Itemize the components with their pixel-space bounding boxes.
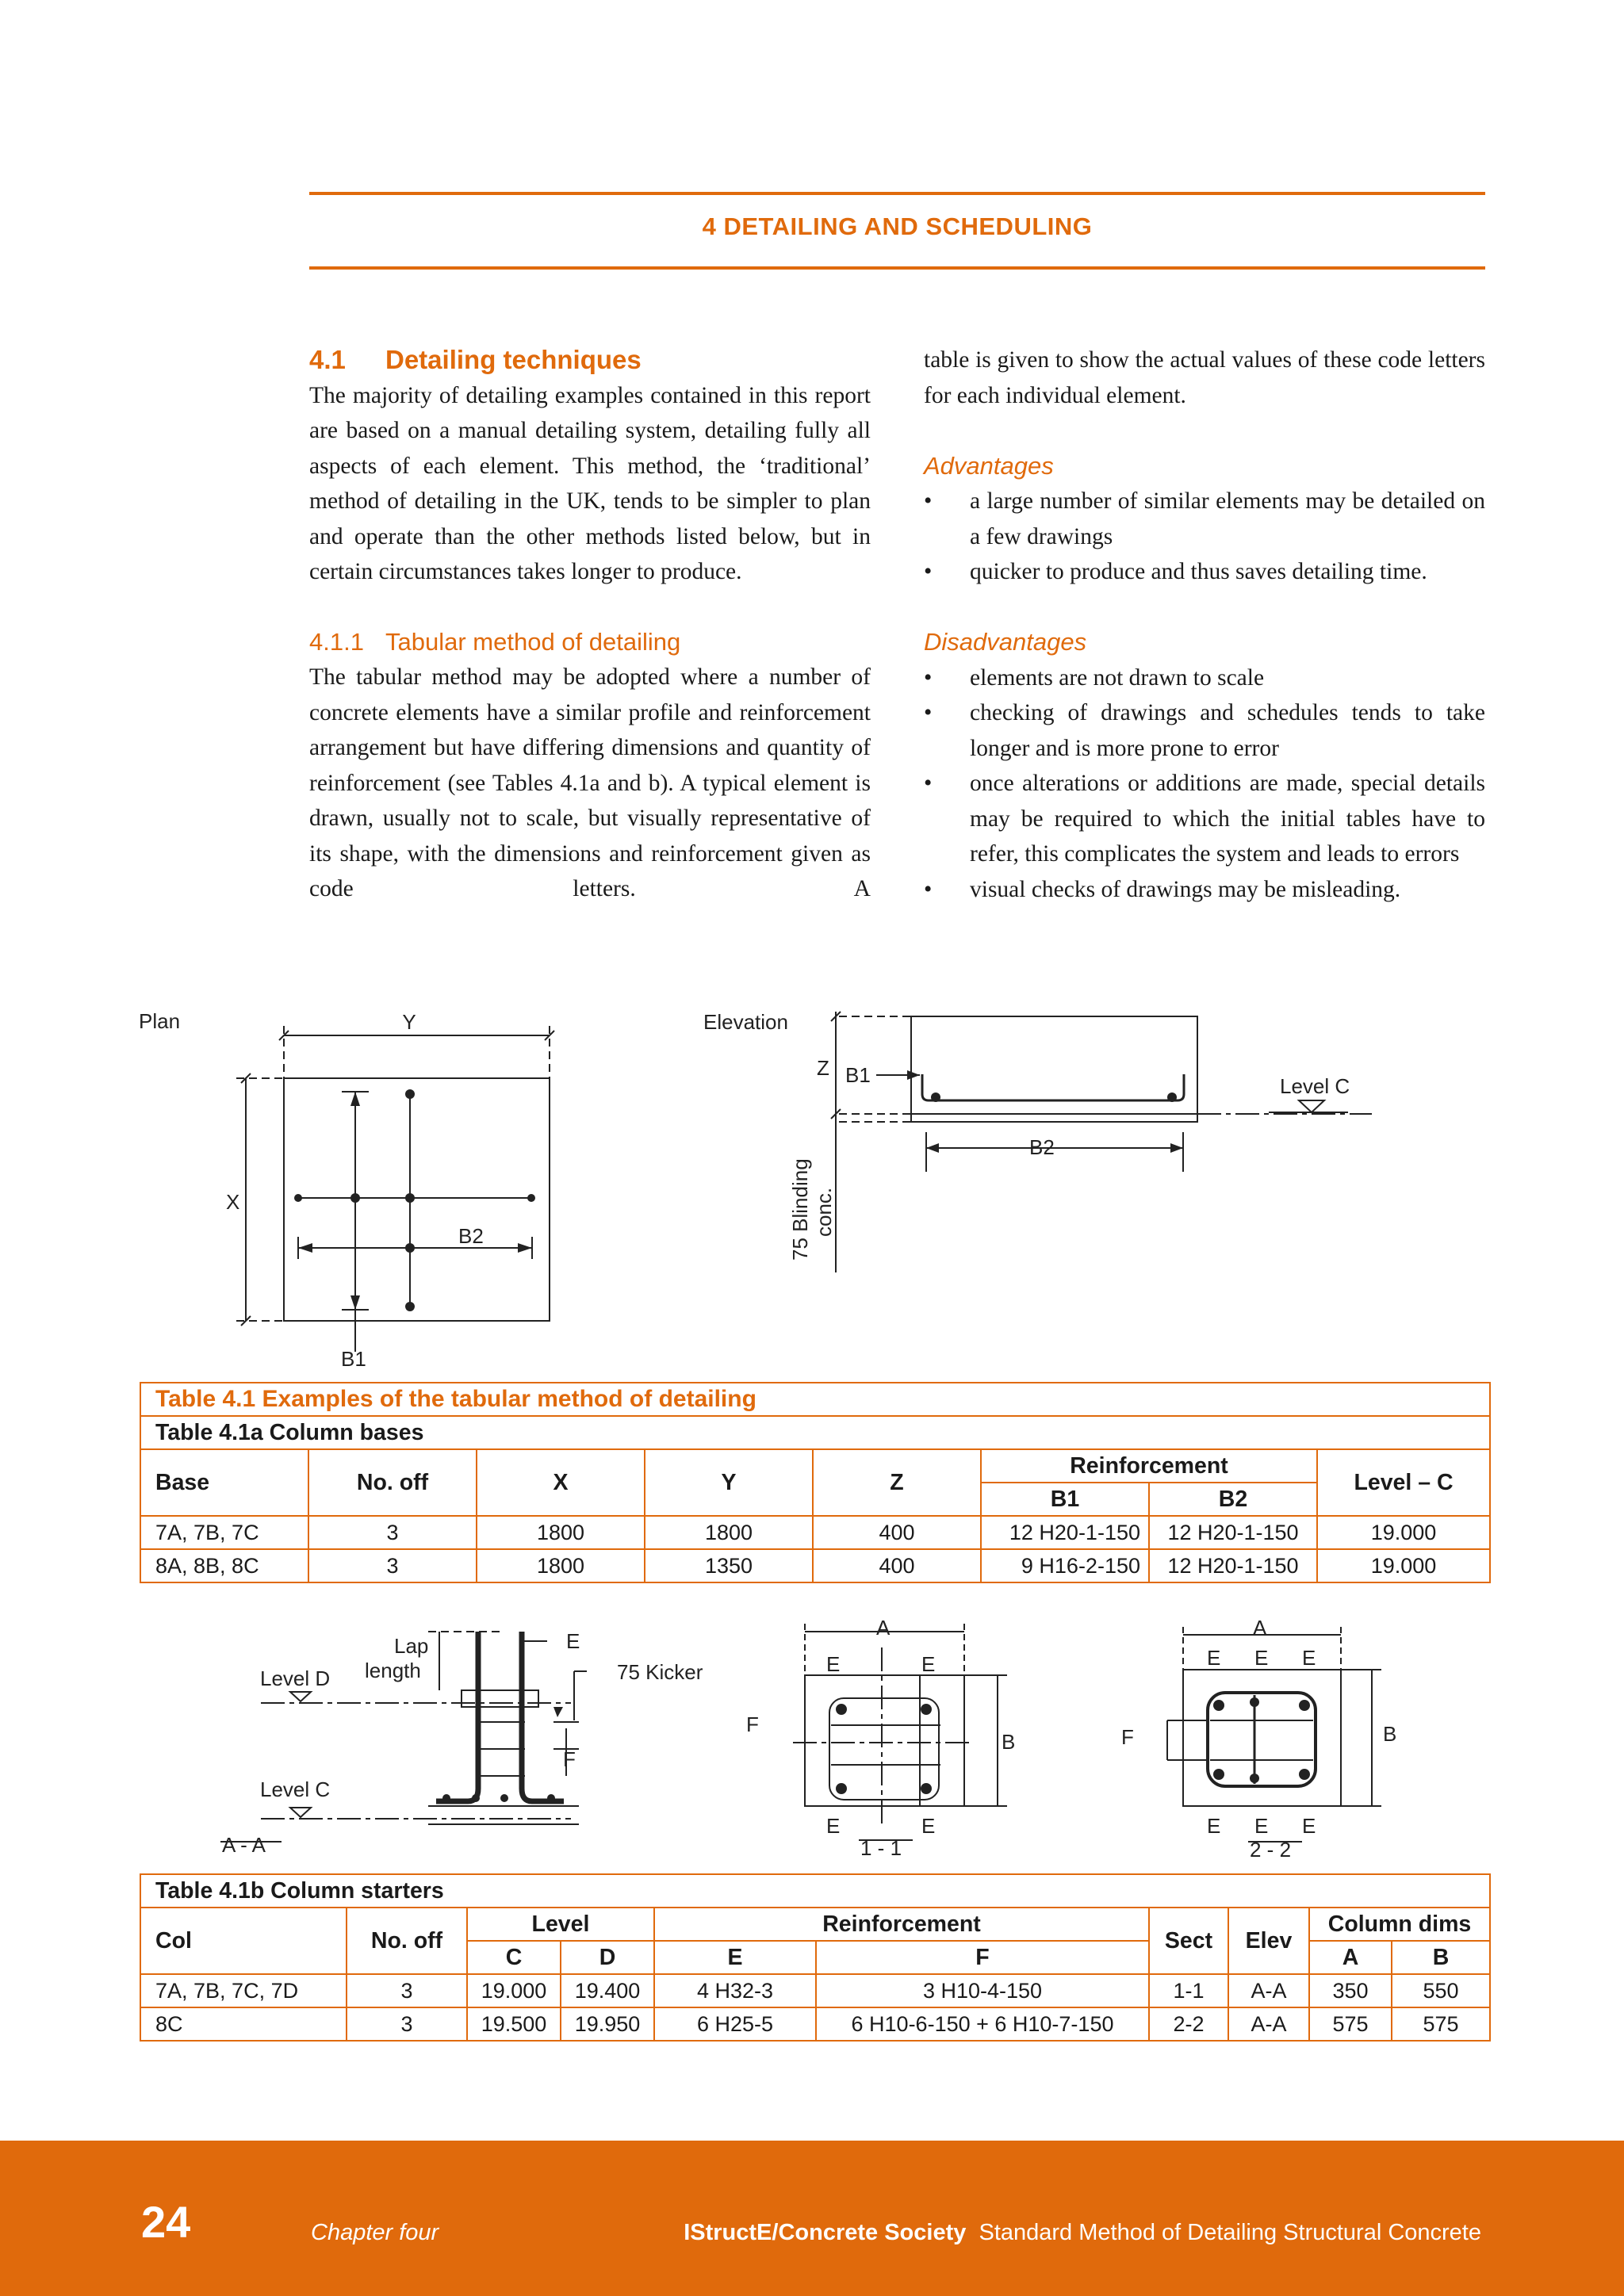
advantages-heading: Advantages xyxy=(924,451,1054,480)
dim-e: E xyxy=(826,1814,841,1838)
cell-level: 19.000 xyxy=(1317,1516,1490,1549)
dim-b: B xyxy=(1383,1722,1397,1746)
tabular-paragraph: The tabular method may be adopted where a number of concrete elements have a similar profile and reinforcement arrangement but have differing dimensions and quantity of reinforcement (see Tables 4.1a and b). A typical element is drawn, usually not to scale, but visually representative of its shape, with the dimensions and reinforcement given as code letters. A xyxy=(309,664,871,901)
cell-y: 1800 xyxy=(645,1516,813,1549)
dim-b1: B1 xyxy=(341,1347,366,1371)
header-no-off: No. off xyxy=(347,1908,467,1974)
elevation-outline xyxy=(911,1016,1197,1122)
table-row xyxy=(140,2007,1490,2041)
cell-b: 575 xyxy=(1392,2007,1490,2041)
section-heading xyxy=(309,342,871,378)
starter-detail-figure xyxy=(0,1609,1624,1867)
level-d-label: Level D xyxy=(260,1667,331,1690)
header-base: Base xyxy=(140,1449,308,1516)
footer-publication xyxy=(684,2220,1481,2246)
header-rule-top xyxy=(309,192,1485,195)
header-column-dims: Column dims xyxy=(1309,1908,1490,1941)
plan-outline xyxy=(284,1078,550,1321)
cell-no-off: 3 xyxy=(308,1516,477,1549)
elev-b1: B1 xyxy=(845,1063,871,1087)
dim-e: E xyxy=(826,1652,841,1676)
header-f: F xyxy=(816,1941,1149,1974)
plan-label: Plan xyxy=(139,1009,181,1033)
cell-sect: 1-1 xyxy=(1149,1974,1228,2007)
cell-elev: A-A xyxy=(1228,1974,1309,2007)
header-b1: B1 xyxy=(981,1483,1149,1516)
base-detail-figure xyxy=(0,983,1624,1372)
cell-level: 19.000 xyxy=(1317,1549,1490,1582)
tabular-paragraph-continued: table is given to show the actual values of these code letters for each individual element. xyxy=(924,347,1485,408)
table-subtitle: Table 4.1a Column bases xyxy=(140,1416,1490,1449)
section-aa-label: A - A xyxy=(222,1833,266,1857)
header-b2: B2 xyxy=(1149,1483,1317,1516)
cell-no-off: 3 xyxy=(347,2007,467,2041)
dim-e: E xyxy=(1302,1814,1316,1838)
header-sect: Sect xyxy=(1149,1908,1228,1974)
table-column-starters xyxy=(140,1873,1491,2042)
section-11-label: 1 - 1 xyxy=(860,1836,902,1860)
footer-book-title: Standard Method of Detailing Structural Concrete xyxy=(979,2220,1481,2245)
cell-b2: 12 H20-1-150 xyxy=(1149,1549,1317,1582)
cell-f: 6 H10-6-150 + 6 H10-7-150 xyxy=(816,2007,1149,2041)
header-reinforcement: Reinforcement xyxy=(981,1449,1317,1483)
advantages-list xyxy=(924,484,1485,590)
dim-e: E xyxy=(1254,1814,1269,1838)
section-22-label: 2 - 2 xyxy=(1250,1838,1292,1862)
subsection-heading xyxy=(309,625,871,660)
cell-no-off: 3 xyxy=(308,1549,477,1582)
dim-f: F xyxy=(1121,1725,1134,1749)
header-z: Z xyxy=(813,1449,981,1516)
elevation-label: Elevation xyxy=(703,1010,788,1034)
footer-publisher: IStructE/Concrete Society xyxy=(684,2220,967,2245)
dim-x: X xyxy=(226,1190,240,1214)
cell-z: 400 xyxy=(813,1516,981,1549)
footer-chapter: Chapter four xyxy=(311,2220,439,2245)
dim-e: E xyxy=(1254,1646,1269,1670)
cell-col: 7A, 7B, 7C, 7D xyxy=(140,1974,347,2007)
blinding-label-2: conc. xyxy=(812,1187,836,1237)
cell-a: 575 xyxy=(1309,2007,1392,2041)
header-rule-bottom xyxy=(309,266,1485,270)
header-a: A xyxy=(1309,1941,1392,1974)
dim-e: E xyxy=(1207,1814,1221,1838)
header-reinforcement: Reinforcement xyxy=(654,1908,1149,1941)
header-no-off: No. off xyxy=(308,1449,477,1516)
cell-base: 7A, 7B, 7C xyxy=(140,1516,308,1549)
dim-b: B xyxy=(1002,1730,1016,1754)
dim-a: A xyxy=(1253,1616,1267,1640)
chapter-title: 4 DETAILING AND SCHEDULING xyxy=(702,212,1093,240)
header-b: B xyxy=(1392,1941,1490,1974)
header-elev: Elev xyxy=(1228,1908,1309,1974)
section-title: Detailing techniques xyxy=(385,345,642,374)
level-c-label: Level C xyxy=(260,1777,331,1801)
dim-f: F xyxy=(563,1747,576,1771)
dim-f: F xyxy=(746,1712,759,1736)
left-column xyxy=(309,342,871,906)
cell-a: 350 xyxy=(1309,1974,1392,2007)
cell-z: 400 xyxy=(813,1549,981,1582)
header-x: X xyxy=(477,1449,645,1516)
cell-col: 8C xyxy=(140,2007,347,2041)
cell-c: 19.000 xyxy=(467,1974,561,2007)
table-row xyxy=(140,1516,1490,1549)
intro-paragraph: The majority of detailing examples contained in this report are based on a manual detailing system, detailing fully all aspects of each element. This method, the ‘traditional’ method of detailing in the UK, tends to be simpler to plan and operate than the other methods listed below, but in certain circumstances takes longer to produce. xyxy=(309,382,871,584)
section-number: 4.1 xyxy=(309,345,346,374)
dim-b2: B2 xyxy=(458,1224,484,1248)
disadvantage-item: • visual checks of drawings may be misleading. xyxy=(924,872,1485,908)
dim-e: E xyxy=(921,1814,936,1838)
dim-e: E xyxy=(1207,1646,1221,1670)
dim-a: A xyxy=(876,1616,891,1640)
table-row xyxy=(140,1549,1490,1582)
header-level: Level – C xyxy=(1317,1449,1490,1516)
lap-label-2: length xyxy=(365,1659,421,1682)
cell-x: 1800 xyxy=(477,1549,645,1582)
cell-no-off: 3 xyxy=(347,1974,467,2007)
disadvantage-item: • checking of drawings and schedules tends to take longer and is more prone to error xyxy=(924,695,1485,766)
table-subtitle: Table 4.1b Column starters xyxy=(140,1874,1490,1908)
dim-e: E xyxy=(1302,1646,1316,1670)
header-level: Level xyxy=(467,1908,654,1941)
header-e: E xyxy=(654,1941,816,1974)
advantage-item: • a large number of similar elements may be detailed on a few drawings xyxy=(924,484,1485,554)
header-col: Col xyxy=(140,1908,347,1974)
kicker-label: 75 Kicker xyxy=(617,1660,703,1684)
cell-x: 1800 xyxy=(477,1516,645,1549)
cell-f: 3 H10-4-150 xyxy=(816,1974,1149,2007)
lap-label: Lap xyxy=(394,1634,429,1658)
cell-y: 1350 xyxy=(645,1549,813,1582)
table-row xyxy=(140,1974,1490,2007)
subsection-title: Tabular method of detailing xyxy=(385,627,681,656)
elev-b2: B2 xyxy=(1029,1135,1055,1159)
dim-e: E xyxy=(921,1652,936,1676)
disadvantage-item: • once alterations or additions are made, special details may be required to which the initial tables have to refer, this complicates the system and leads to errors xyxy=(924,766,1485,872)
advantage-item: • quicker to produce and thus saves detailing time. xyxy=(924,554,1485,590)
table-caption: Table 4.1 Examples of the tabular method of detailing xyxy=(140,1383,1490,1416)
cell-e: 6 H25-5 xyxy=(654,2007,816,2041)
disadvantages-list xyxy=(924,660,1485,908)
footer-band xyxy=(0,2141,1624,2296)
dim-z: Z xyxy=(817,1056,829,1080)
cell-base: 8A, 8B, 8C xyxy=(140,1549,308,1582)
dim-y: Y xyxy=(402,1010,416,1034)
header-c: C xyxy=(467,1941,561,1974)
cell-b: 550 xyxy=(1392,1974,1490,2007)
page-number: 24 xyxy=(141,2197,191,2247)
cell-e: 4 H32-3 xyxy=(654,1974,816,2007)
right-column xyxy=(924,342,1485,907)
cell-c: 19.500 xyxy=(467,2007,561,2041)
dim-e: E xyxy=(566,1629,580,1653)
level-c-label: Level C xyxy=(1280,1074,1350,1098)
cell-b2: 12 H20-1-150 xyxy=(1149,1516,1317,1549)
cell-d: 19.950 xyxy=(561,2007,654,2041)
cell-elev: A-A xyxy=(1228,2007,1309,2041)
header-d: D xyxy=(561,1941,654,1974)
table-column-bases xyxy=(140,1382,1491,1583)
cell-sect: 2-2 xyxy=(1149,2007,1228,2041)
cell-d: 19.400 xyxy=(561,1974,654,2007)
cell-b1: 9 H16-2-150 xyxy=(981,1549,1149,1582)
disadvantages-heading: Disadvantages xyxy=(924,628,1087,656)
subsection-number: 4.1.1 xyxy=(309,627,364,656)
header-y: Y xyxy=(645,1449,813,1516)
blinding-label: 75 Blinding xyxy=(788,1158,812,1261)
disadvantage-item: • elements are not drawn to scale xyxy=(924,660,1485,696)
cell-b1: 12 H20-1-150 xyxy=(981,1516,1149,1549)
